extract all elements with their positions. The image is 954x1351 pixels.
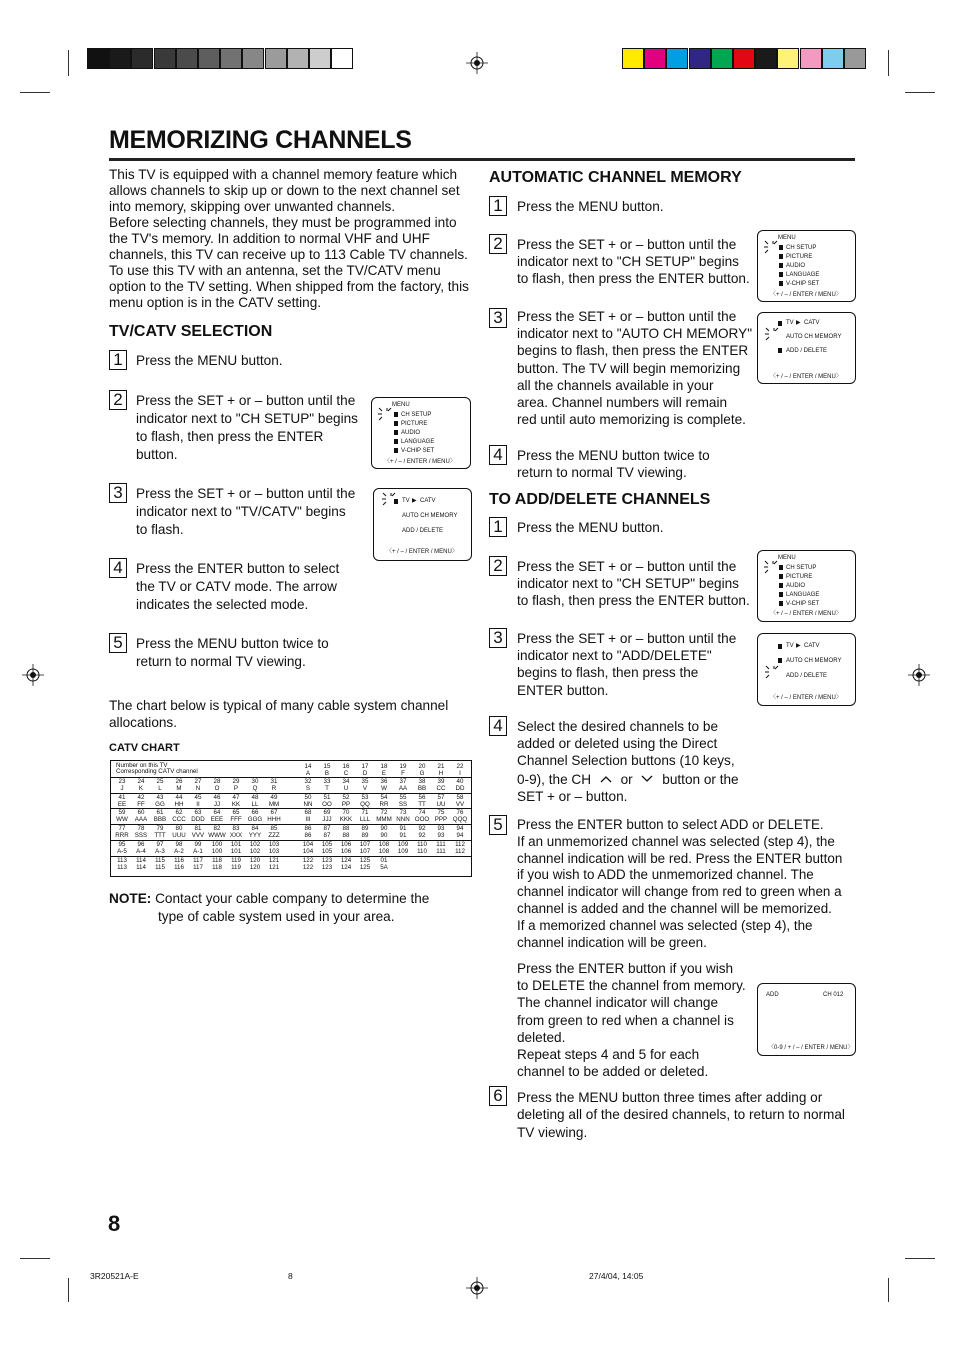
chart-cell: 125 125 bbox=[359, 857, 371, 872]
step-number: 1 bbox=[489, 196, 507, 216]
chart-cell: 46 JJ bbox=[213, 794, 221, 809]
chart-cell: 74 OOO bbox=[414, 809, 430, 824]
chart-cell: 97 A-3 bbox=[155, 841, 165, 856]
indicator-square bbox=[394, 439, 398, 444]
chart-cell: 35 V bbox=[361, 778, 369, 793]
chart-cell: 92 92 bbox=[418, 825, 426, 840]
chart-cell: 25 L bbox=[156, 778, 164, 793]
chart-cell: 101 101 bbox=[230, 841, 242, 856]
note-label: NOTE: bbox=[109, 891, 152, 906]
osd-menu-screen bbox=[371, 397, 471, 469]
step-text: Press the MENU button twice to return to normal TV viewing. bbox=[136, 636, 329, 669]
step-number: 4 bbox=[489, 716, 507, 736]
crop-mark bbox=[20, 1258, 50, 1259]
note bbox=[109, 890, 429, 908]
selected-arrow-icon: ▶ bbox=[796, 320, 801, 326]
chart-cell: 90 90 bbox=[380, 825, 388, 840]
note-text: Contact your cable company to determine the bbox=[155, 891, 430, 906]
step-number: 1 bbox=[109, 350, 127, 370]
gray-swatch bbox=[87, 48, 109, 69]
step-number: 2 bbox=[489, 556, 507, 576]
chart-cell: 50 NN bbox=[303, 794, 313, 809]
chart-cell: 117 117 bbox=[193, 857, 203, 872]
step-number: 6 bbox=[489, 1086, 507, 1106]
indicator-square bbox=[778, 321, 782, 326]
osd-footer: 〈0-9 / + / – / ENTER / MENU〉 bbox=[768, 1045, 854, 1051]
crop-mark bbox=[888, 1278, 889, 1302]
step-text: Press the MENU button. bbox=[136, 353, 283, 368]
osd-footer: 〈+ / – / ENTER / MENU〉 bbox=[770, 292, 842, 298]
color-swatch bbox=[733, 48, 755, 69]
osd-menu-item: CH SETUP bbox=[786, 245, 817, 251]
flashing-indicator-icon bbox=[376, 407, 394, 421]
step-text: Press the ENTER button to select ADD or DELETE. If an unmemorized channel was selected (step 4), the channel indication will be red. Press the ENTER button if you wish to ADD the unmemorized channel. The channel indicator will change from red to green when a channel is added and the channel will be memorized. If a memorized channel was selected (step 4), the channel indication will be green. bbox=[517, 817, 843, 950]
osd-footer: 〈+ / – / ENTER / MENU〉 bbox=[770, 611, 842, 617]
color-swatch bbox=[622, 48, 644, 69]
indicator-square bbox=[394, 430, 398, 435]
chart-cell: 122 122 bbox=[302, 857, 314, 872]
chart-cell: 89 89 bbox=[361, 825, 369, 840]
chart-cell: 121 121 bbox=[268, 857, 280, 872]
step-number: 4 bbox=[109, 558, 127, 578]
registration-mark-icon bbox=[22, 664, 44, 686]
registration-mark-icon bbox=[466, 52, 488, 74]
osd-menu-item: AUDIO bbox=[786, 263, 806, 269]
chart-cell: 28 O bbox=[213, 778, 221, 793]
gray-swatch bbox=[242, 48, 264, 69]
chart-header-line2: Corresponding CATV channel bbox=[116, 768, 198, 775]
osd-menu-item: V-CHIP SET bbox=[786, 601, 820, 607]
chart-cell: 110 110 bbox=[417, 841, 427, 856]
step-number: 2 bbox=[109, 390, 127, 410]
osd-auto-memory: AUTO CH MEMORY bbox=[786, 334, 842, 340]
osd-add-delete: ADD / DELETE bbox=[402, 528, 444, 534]
chart-cell: 106 106 bbox=[340, 841, 352, 856]
chart-cell: 71 LLL bbox=[359, 809, 371, 824]
chart-cell: 95 A-5 bbox=[117, 841, 127, 856]
chart-cell: 16 C bbox=[342, 763, 350, 778]
step-text: Press the MENU button. bbox=[517, 199, 664, 214]
color-swatch bbox=[822, 48, 844, 69]
osd-menu-item: PICTURE bbox=[401, 421, 428, 427]
chart-cell: 100 100 bbox=[211, 841, 223, 856]
gray-swatch bbox=[265, 48, 287, 69]
chart-cell: 31 R bbox=[270, 778, 278, 793]
step-text: Select the desired channels to be added or deleted using the Direct Channel Selection buttons (10 keys, bbox=[517, 719, 735, 769]
chart-cell: 15 B bbox=[323, 763, 331, 778]
catv-chart-heading: CATV CHART bbox=[109, 742, 180, 754]
osd-add-channel-screen bbox=[757, 983, 856, 1056]
chart-cell: 67 HHH bbox=[267, 809, 281, 824]
chart-cell: 42 FF bbox=[137, 794, 145, 809]
indicator-square bbox=[779, 272, 783, 277]
chart-cell: 69 JJJ bbox=[322, 809, 332, 824]
osd-footer: 〈+ / – / ENTER / MENU〉 bbox=[386, 549, 458, 555]
chart-cell: 20 G bbox=[418, 763, 426, 778]
step-text: button or the bbox=[662, 772, 739, 787]
chart-cell: 109 109 bbox=[397, 841, 409, 856]
chart-cell: 65 FFF bbox=[230, 809, 242, 824]
color-swatch bbox=[755, 48, 777, 69]
selected-arrow-icon: ▶ bbox=[412, 498, 417, 504]
indicator-square bbox=[394, 412, 398, 417]
chart-header-line1: Number on this TV bbox=[116, 762, 168, 769]
section-heading-add-delete: TO ADD/DELETE CHANNELS bbox=[489, 491, 711, 508]
page-title: MEMORIZING CHANNELS bbox=[109, 126, 412, 154]
chart-cell: 54 RR bbox=[379, 794, 389, 809]
step-text: or bbox=[620, 772, 633, 787]
osd-catv-label: CATV bbox=[804, 643, 820, 649]
chart-cell: 84 YYY bbox=[248, 825, 262, 840]
indicator-square bbox=[778, 348, 782, 353]
chart-cell: 96 A-4 bbox=[136, 841, 146, 856]
indicator-square bbox=[779, 263, 783, 268]
chart-cell: 75 PPP bbox=[434, 809, 448, 824]
step-text: Press the SET + or – button until the indicator next to "CH SETUP" begins to flash, then press the ENTER button. bbox=[517, 559, 750, 609]
chart-cell: 108 108 bbox=[378, 841, 390, 856]
osd-footer: 〈+ / – / ENTER / MENU〉 bbox=[770, 695, 842, 701]
indicator-square bbox=[779, 601, 783, 606]
chart-cell: 26 M bbox=[175, 778, 183, 793]
chart-cell: 88 88 bbox=[342, 825, 350, 840]
catv-chart-table bbox=[110, 760, 472, 877]
indicator-square bbox=[778, 644, 782, 649]
step-text: Press the SET + or – button until the indicator next to "AUTO CH MEMORY" begins to flash, then press the ENTER button. The TV will begin memorizing all the channels available in your area. Channel numbers will remain red until auto memorizing is complete. bbox=[517, 309, 753, 428]
chart-cell: 27 N bbox=[194, 778, 202, 793]
chart-cell: 81 VVV bbox=[191, 825, 205, 840]
chart-cell: 86 86 bbox=[304, 825, 312, 840]
indicator-square bbox=[779, 565, 783, 570]
step-text: Press the MENU button. bbox=[517, 520, 664, 535]
chart-cell: 83 XXX bbox=[229, 825, 243, 840]
footer-code: 3R20521A-E bbox=[90, 1271, 139, 1281]
chart-cell: 43 GG bbox=[155, 794, 165, 809]
chart-cell: 124 124 bbox=[340, 857, 352, 872]
chart-cell: 70 KKK bbox=[339, 809, 353, 824]
indicator-square bbox=[779, 592, 783, 597]
chart-cell: 59 WW bbox=[116, 809, 128, 824]
step-text: Press the SET + or – button until the indicator next to "TV/CATV" begins to flash. bbox=[136, 486, 356, 537]
chart-cell: 48 LL bbox=[251, 794, 259, 809]
footer-date: 27/4/04, 14:05 bbox=[589, 1271, 644, 1281]
chart-cell: 60 AAA bbox=[134, 809, 148, 824]
osd-menu-screen bbox=[757, 550, 856, 622]
chart-cell: 114 114 bbox=[136, 857, 146, 872]
chart-cell: 66 GGG bbox=[247, 809, 263, 824]
chart-cell: 123 123 bbox=[321, 857, 333, 872]
osd-tv-label: TV bbox=[786, 643, 794, 649]
chart-cell: 99 A-1 bbox=[193, 841, 203, 856]
chart-cell: 40 DD bbox=[455, 778, 465, 793]
crop-mark bbox=[68, 1278, 69, 1302]
indicator-square bbox=[779, 574, 783, 579]
osd-catv-label: CATV bbox=[420, 498, 436, 504]
section-heading-tvcatv: TV/CATV SELECTION bbox=[109, 323, 273, 340]
osd-auto-memory-screen bbox=[757, 312, 856, 384]
chart-cell: 41 EE bbox=[117, 794, 127, 809]
step-number: 3 bbox=[489, 308, 507, 328]
indicator-square bbox=[779, 245, 783, 250]
chart-cell: 55 SS bbox=[398, 794, 408, 809]
chart-cell: 45 II bbox=[194, 794, 202, 809]
osd-menu-item: CH SETUP bbox=[401, 412, 432, 418]
color-swatch bbox=[666, 48, 688, 69]
chart-cell: 62 CCC bbox=[172, 809, 186, 824]
page-number: 8 bbox=[108, 1211, 121, 1236]
color-swatch bbox=[800, 48, 822, 69]
chevron-down-icon bbox=[640, 774, 654, 784]
chart-cell: 78 SSS bbox=[134, 825, 148, 840]
step-number: 4 bbox=[489, 445, 507, 465]
chart-cell: 01 5A bbox=[380, 857, 388, 872]
crop-mark bbox=[20, 92, 50, 93]
chart-cell: 24 K bbox=[137, 778, 145, 793]
note-text-cont: type of cable system used in your area. bbox=[158, 909, 395, 924]
osd-menu-item: PICTURE bbox=[786, 254, 813, 260]
flashing-indicator-icon bbox=[762, 240, 780, 254]
osd-menu-title: MENU bbox=[778, 555, 796, 561]
indicator-square bbox=[779, 281, 783, 286]
color-swatch bbox=[644, 48, 666, 69]
indicator-square bbox=[394, 499, 398, 504]
chart-cell: 52 PP bbox=[341, 794, 351, 809]
chart-cell: 44 HH bbox=[174, 794, 184, 809]
registration-mark-icon bbox=[466, 1277, 488, 1299]
chart-cell: 51 OO bbox=[322, 794, 332, 809]
chart-cell: 80 UUU bbox=[172, 825, 186, 840]
osd-catv-label: CATV bbox=[804, 320, 820, 326]
chart-cell: 85 ZZZ bbox=[268, 825, 280, 840]
chart-cell: 68 III bbox=[304, 809, 312, 824]
chart-cell: 87 87 bbox=[323, 825, 331, 840]
chart-cell: 98 A-2 bbox=[174, 841, 184, 856]
step-number: 3 bbox=[489, 628, 507, 648]
indicator-square bbox=[394, 421, 398, 426]
chart-cell: 64 EEE bbox=[210, 809, 224, 824]
chart-cell: 56 TT bbox=[418, 794, 426, 809]
gray-swatch bbox=[309, 48, 331, 69]
osd-add-delete-screen bbox=[757, 633, 856, 706]
osd-menu-item: V-CHIP SET bbox=[786, 281, 820, 287]
color-swatch bbox=[689, 48, 711, 69]
gray-swatch bbox=[331, 48, 353, 69]
chart-cell: 23 J bbox=[118, 778, 126, 793]
chart-cell: 18 E bbox=[380, 763, 388, 778]
step-number: 1 bbox=[489, 517, 507, 537]
chart-cell: 32 S bbox=[304, 778, 312, 793]
chart-cell: 72 MMM bbox=[376, 809, 392, 824]
indicator-square bbox=[779, 583, 783, 588]
crop-mark bbox=[888, 50, 889, 76]
step-number: 2 bbox=[489, 234, 507, 254]
osd-tv-label: TV bbox=[786, 320, 794, 326]
chart-cell: 34 U bbox=[342, 778, 350, 793]
osd-auto-memory: AUTO CH MEMORY bbox=[786, 658, 842, 664]
chart-cell: 105 105 bbox=[321, 841, 333, 856]
registration-mark-icon bbox=[908, 664, 930, 686]
osd-auto-memory: AUTO CH MEMORY bbox=[402, 513, 458, 519]
gray-swatch bbox=[287, 48, 309, 69]
chart-cell: 37 AA bbox=[398, 778, 408, 793]
crop-mark bbox=[905, 92, 935, 93]
osd-menu-item: AUDIO bbox=[401, 430, 421, 436]
chart-cell: 57 UU bbox=[436, 794, 446, 809]
delete-instructions: Press the ENTER button if you wish to DELETE the channel from memory. The channel indicator will change from green to red when a channel is deleted. Repeat steps 4 and 5 for each channel to be added or deleted. bbox=[517, 961, 746, 1080]
osd-menu-item: LANGUAGE bbox=[401, 439, 435, 445]
gray-swatch bbox=[220, 48, 242, 69]
step-text: 0-9), the CH bbox=[517, 772, 592, 787]
chart-cell: 39 CC bbox=[436, 778, 446, 793]
step-text: Press the SET + or – button until the indicator next to "CH SETUP" begins to flash, then press the ENTER button. bbox=[136, 393, 358, 462]
section-heading-auto: AUTOMATIC CHANNEL MEMORY bbox=[489, 169, 742, 186]
osd-footer: 〈+ / – / ENTER / MENU〉 bbox=[770, 374, 842, 380]
chart-cell: 77 RRR bbox=[115, 825, 129, 840]
chart-cell: 36 W bbox=[380, 778, 388, 793]
chart-cell: 103 103 bbox=[268, 841, 280, 856]
chevron-up-icon bbox=[599, 774, 613, 784]
chart-cell: 111 111 bbox=[436, 841, 446, 856]
crop-mark bbox=[68, 50, 69, 76]
chart-cell: 49 MM bbox=[268, 794, 280, 809]
chart-cell: 93 93 bbox=[437, 825, 445, 840]
crop-mark bbox=[905, 1258, 935, 1259]
chart-cell: 113 113 bbox=[117, 857, 127, 872]
step-text: Press the SET + or – button until the indicator next to "CH SETUP" begins to flash, then press the ENTER button. bbox=[517, 237, 750, 287]
osd-tv-label: TV bbox=[402, 498, 410, 504]
selected-arrow-icon: ▶ bbox=[796, 643, 801, 649]
step-text: Press the ENTER button to select the TV or CATV mode. The arrow indicates the selected mode. bbox=[136, 561, 340, 612]
flashing-indicator-icon bbox=[762, 560, 780, 574]
step-text: Press the SET + or – button until the indicator next to "ADD/DELETE" begins to flash, then press the ENTER button. bbox=[517, 631, 737, 698]
gray-swatch bbox=[198, 48, 220, 69]
osd-menu-item: V-CHIP SET bbox=[401, 448, 435, 454]
flashing-indicator-icon bbox=[763, 665, 781, 679]
chart-cell: 76 QQQ bbox=[452, 809, 468, 824]
gray-swatch bbox=[131, 48, 153, 69]
osd-menu-title: MENU bbox=[778, 235, 796, 241]
gray-swatch bbox=[154, 48, 176, 69]
title-rule bbox=[109, 158, 855, 161]
chart-cell: 102 102 bbox=[249, 841, 261, 856]
chart-cell: 17 D bbox=[361, 763, 369, 778]
osd-add-delete: ADD / DELETE bbox=[786, 673, 828, 679]
step-number: 5 bbox=[109, 633, 127, 653]
osd-menu-item: PICTURE bbox=[786, 574, 813, 580]
chart-cell: 53 QQ bbox=[360, 794, 370, 809]
chart-cell: 19 F bbox=[399, 763, 407, 778]
osd-menu-item: AUDIO bbox=[786, 583, 806, 589]
intro-paragraph: This TV is equipped with a channel memory feature which allows channels to skip up or down to the next channel set into memory, skipping over unwanted channels. Before selecting channels, they must be programmed into the TV's memory. In addition to normal VHF and UHF channels, this TV can receive up to 113 Cable TV channels. To use this TV with an antenna, set the TV/CATV menu option to the TV setting. When shipped from the factory, this menu option is in the CATV setting. bbox=[109, 167, 469, 310]
osd-add-label: ADD bbox=[766, 992, 779, 998]
chart-cell: 79 TTT bbox=[154, 825, 166, 840]
step-text: Press the MENU button three times after adding or deleting all of the desired channels, to return to normal TV viewing. bbox=[517, 1090, 845, 1140]
chart-cell: 82 WWW bbox=[208, 825, 226, 840]
chart-cell: 115 115 bbox=[155, 857, 165, 872]
chart-cell: 21 H bbox=[437, 763, 445, 778]
chart-cell: 22 I bbox=[456, 763, 464, 778]
chart-cell: 116 116 bbox=[174, 857, 184, 872]
color-swatch bbox=[777, 48, 799, 69]
step-number: 3 bbox=[109, 483, 127, 503]
osd-menu-item: LANGUAGE bbox=[786, 272, 820, 278]
chart-cell: 14 A bbox=[304, 763, 312, 778]
color-swatch bbox=[711, 48, 733, 69]
step-number: 5 bbox=[489, 815, 507, 835]
chart-cell: 120 120 bbox=[249, 857, 261, 872]
step-text: Press the MENU button twice to return to normal TV viewing. bbox=[517, 448, 710, 481]
chart-cell: 30 Q bbox=[251, 778, 259, 793]
osd-menu-item: LANGUAGE bbox=[786, 592, 820, 598]
indicator-square bbox=[778, 658, 782, 663]
chart-cell: 61 BBB bbox=[153, 809, 167, 824]
osd-channel-label: CH 012 bbox=[823, 992, 844, 998]
chart-cell: 73 NNN bbox=[396, 809, 410, 824]
chart-cell: 91 91 bbox=[399, 825, 407, 840]
chart-cell: 94 94 bbox=[456, 825, 464, 840]
gray-swatch bbox=[109, 48, 131, 69]
osd-menu-item: CH SETUP bbox=[786, 565, 817, 571]
osd-menu-screen bbox=[757, 230, 856, 302]
chart-cell: 38 BB bbox=[417, 778, 427, 793]
chart-cell: 119 119 bbox=[231, 857, 241, 872]
footer-page: 8 bbox=[288, 1271, 293, 1281]
indicator-square bbox=[779, 254, 783, 259]
chart-cell: 107 107 bbox=[359, 841, 371, 856]
flashing-indicator-icon bbox=[763, 327, 781, 341]
chart-cell: 33 T bbox=[323, 778, 331, 793]
indicator-square bbox=[394, 448, 398, 453]
step-text: SET + or – button. bbox=[517, 789, 628, 804]
chart-intro: The chart below is typical of many cable system channel allocations. bbox=[109, 698, 449, 730]
step4-ch-line bbox=[517, 772, 739, 787]
osd-footer: 〈+ / – / ENTER / MENU〉 bbox=[384, 459, 456, 465]
chart-cell: 47 KK bbox=[231, 794, 241, 809]
osd-tvcatv-screen bbox=[373, 488, 472, 561]
chart-cell: 63 DDD bbox=[191, 809, 205, 824]
chart-cell: 112 112 bbox=[455, 841, 465, 856]
color-swatch bbox=[844, 48, 866, 69]
chart-cell: 104 104 bbox=[302, 841, 314, 856]
osd-add-delete: ADD / DELETE bbox=[786, 348, 828, 354]
chart-cell: 118 118 bbox=[212, 857, 222, 872]
gray-swatch bbox=[176, 48, 198, 69]
osd-menu-title: MENU bbox=[392, 402, 410, 408]
chart-cell: 29 P bbox=[232, 778, 240, 793]
chart-cell: 58 VV bbox=[455, 794, 465, 809]
